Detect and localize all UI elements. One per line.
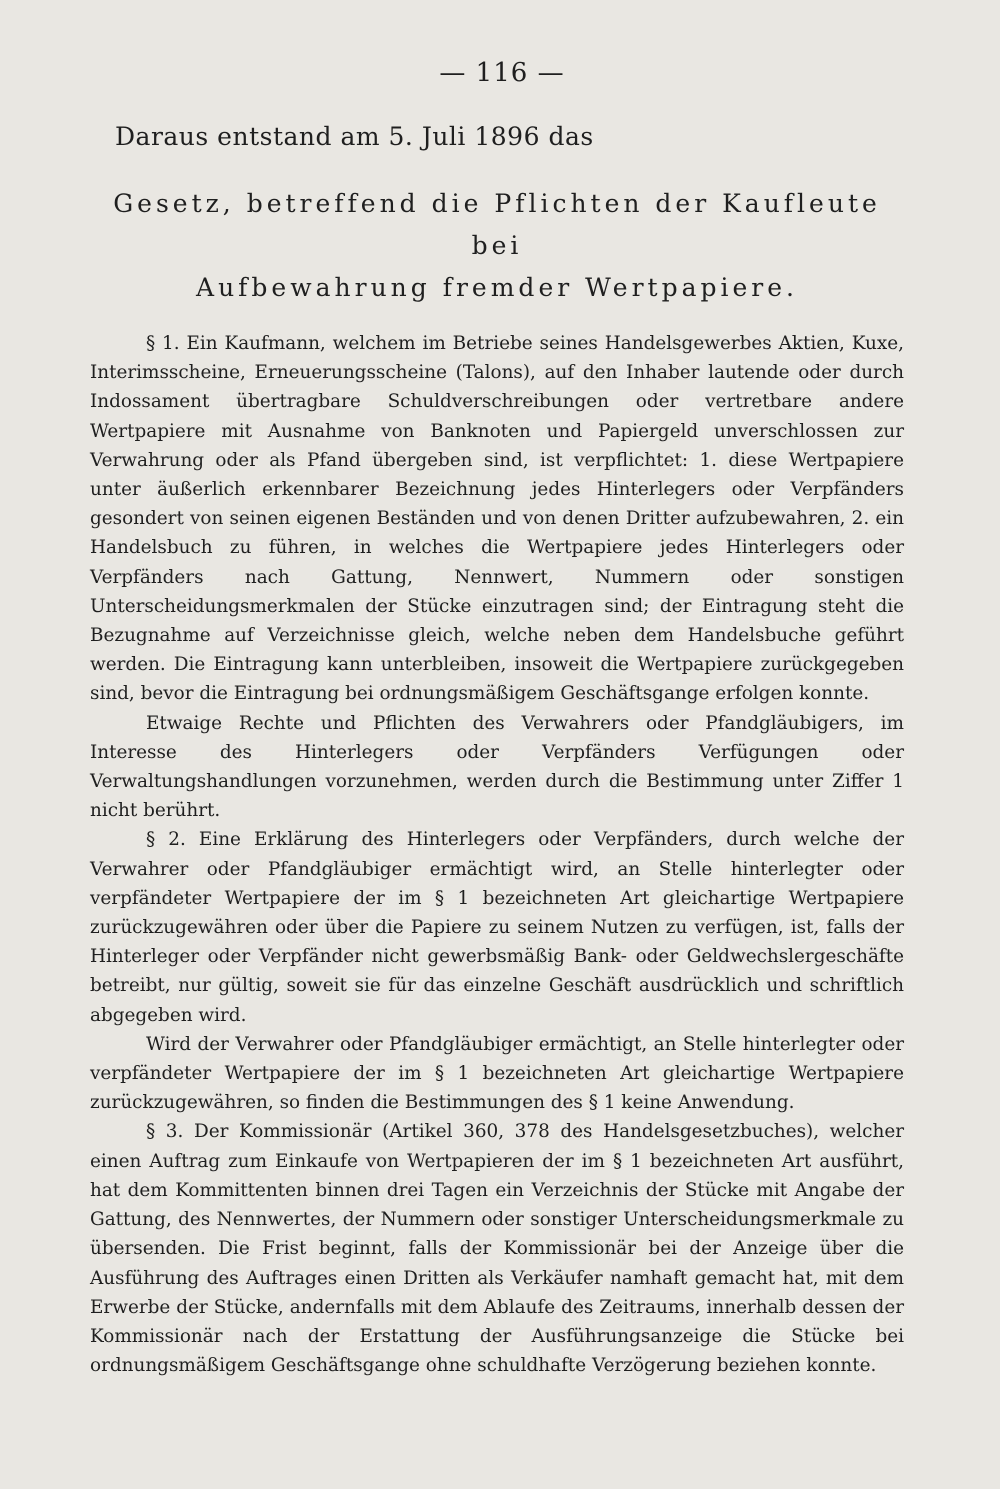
paragraph-section-3: § 3. Der Kommissionär (Artikel 360, 378 des Handelsgesetzbuches), welcher einen Auftrag zum Einkaufe von Wertpapieren der im § 1 bezeichneten Art ausführt, hat dem Kommittenten binnen drei Tagen ein Verzeichnis der Stücke mit Angabe der Gattung, des Nennwertes, der Nummern oder sonstiger Unterscheidungsmerkmale zu übersenden. Die Frist beginnt, falls der Kommissionär bei der Anzeige über die Ausführung des Auftrages einen Dritten als Verkäufer namhaft gemacht hat, mit dem Erwerbe der Stücke, andernfalls mit dem Ablaufe des Zeitraums, innerhalb dessen der Kommissionär nach der Erstattung der Ausführungsanzeige die Stücke bei ordnungsmäßigem Geschäftsgange ohne schuldhafte Verzögerung beziehen konnte.: [90, 1121, 904, 1377]
paragraph-section-2-continued: Wird der Verwahrer oder Pfandgläubiger ermächtigt, an Stelle hinterlegter oder verpfändeter Wertpapiere der im § 1 bezeichneten Art gleichartige Wertpapiere zurückzugewähren, so finden die Bestimmungen des § 1 keine Anwendung.: [90, 1033, 904, 1114]
paragraph-section-2: § 2. Eine Erklärung des Hinterlegers oder Verpfänders, durch welche der Verwahrer oder Pfandgläubiger ermächtigt wird, an Stelle hinterlegter oder verpfändeter Wertpapiere der im § 1 bezeichneten Art gleichartige Wertpapiere zurückzugewähren oder über die Papiere zu seinem Nutzen zu verfügen, ist, falls der Hinterleger oder Verpfänder nicht gewerbsmäßig Bank- oder Geldwechslergeschäfte betreibt, nur gültig, soweit sie für das einzelne Geschäft ausdrücklich und schriftlich abgegeben wird.: [90, 829, 904, 1026]
paragraph-section-1: § 1. Ein Kaufmann, welchem im Betriebe seines Handelsgewerbes Aktien, Kuxe, Interimsscheine, Erneuerungsscheine (Talons), auf den Inhaber lautende oder durch Indossament übertragbare Schuldverschreibungen oder vertretbare andere Wertpapiere mit Ausnahme von Banknoten und Papiergeld unverschlossen zur Verwahrung oder als Pfand übergeben sind, ist verpflichtet: 1. diese Wertpapiere unter äußerlich erkennbarer Bezeichnung jedes Hinterlegers oder Verpfänders gesondert von seinen eigenen Beständen und von denen Dritter aufzubewahren, 2. ein Handelsbuch zu führen, in welches die Wertpapiere jedes Hinterlegers oder Verpfänders nach Gattung, Nennwert, Nummern oder sonstigen Unterscheidungsmerkmalen der Stücke einzutragen sind; der Eintragung steht die Bezugnahme auf Verzeichnisse gleich, welche neben dem Handelsbuche geführt werden. Die Eintragung kann unterbleiben, insoweit die Wertpapiere zurückgegeben sind, bevor die Eintragung bei ordnungsmäßigem Geschäftsgange erfolgen konnte.: [90, 333, 904, 705]
paragraph-section-1-continued: Etwaige Rechte und Pflichten des Verwahrers oder Pfandgläubigers, im Interesse des Hinterlegers oder Verpfänders Verfügungen oder Verwaltungshandlungen vorzunehmen, werden durch die Bestimmung unter Ziffer 1 nicht berührt.: [90, 712, 904, 822]
law-title-line-2: Aufbewahrung fremder Wertpapiere.: [196, 273, 798, 302]
law-title-line-1: Gesetz, betreffend die Pflichten der Kaufleute bei: [113, 189, 881, 260]
page-number: — 116 —: [439, 58, 565, 88]
intro-line: Daraus entstand am 5. Juli 1896 das: [115, 122, 594, 151]
law-title: [90, 183, 904, 309]
